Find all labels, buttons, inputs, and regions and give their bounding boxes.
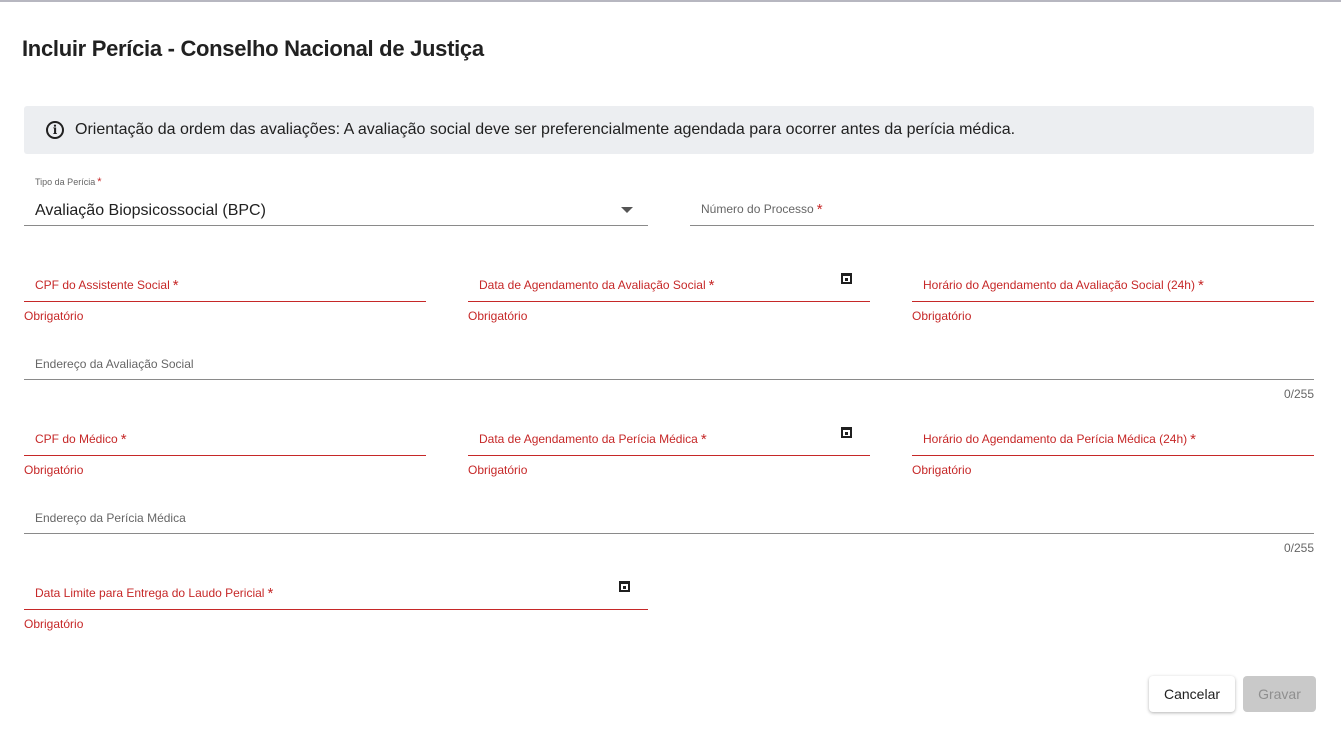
data-pericia-medica-field[interactable]: Data de Agendamento da Perícia Médica * [468,426,870,456]
dialog-title: Incluir Perícia - Conselho Nacional de Justiça [22,36,484,61]
info-banner [24,106,1314,154]
cancel-button[interactable]: Cancelar [1149,676,1235,712]
horario-pericia-medica-label: Horário do Agendamento da Perícia Médica (24h) [923,432,1188,446]
data-limite-laudo-label: Data Limite para Entrega do Laudo Pericial [35,586,265,600]
info-icon: i [46,121,64,139]
numero-processo-field[interactable]: Número do Processo * [690,196,1314,226]
top-border [0,0,1341,2]
cpf-assistente-label: CPF do Assistente Social [35,278,170,292]
cpf-assistente-error: Obrigatório [24,309,84,323]
cpf-assistente-field[interactable]: CPF do Assistente Social * [24,272,426,302]
endereco-avaliacao-social-field[interactable] [24,350,1314,380]
horario-pericia-medica-field[interactable]: Horário do Agendamento da Perícia Médica (24h) * [912,426,1314,456]
horario-avaliacao-social-field[interactable]: Horário do Agendamento da Avaliação Social (24h) * [912,272,1314,302]
horario-avaliacao-social-error: Obrigatório [912,309,972,323]
tipo-pericia-value: Avaliação Biopsicossocial (BPC) [35,202,266,219]
data-avaliacao-social-error: Obrigatório [468,309,528,323]
horario-avaliacao-social-label: Horário do Agendamento da Avaliação Social (24h) [923,278,1195,292]
cpf-medico-field[interactable]: CPF do Médico * [24,426,426,456]
calendar-icon[interactable] [841,427,852,438]
endereco-avaliacao-social-counter: 0/255 [1283,387,1314,401]
tipo-pericia-label: Tipo da Perícia * [35,176,102,188]
endereco-pericia-medica-counter: 0/255 [1283,541,1314,555]
data-limite-laudo-field[interactable]: Data Limite para Entrega do Laudo Pericial * [24,580,648,610]
cpf-medico-error: Obrigatório [24,463,84,477]
endereco-pericia-medica-field[interactable] [24,504,1314,534]
data-pericia-medica-label: Data de Agendamento da Perícia Médica [479,432,698,446]
horario-pericia-medica-error: Obrigatório [912,463,972,477]
tipo-pericia-select[interactable] [24,196,648,226]
cpf-medico-label: CPF do Médico [35,432,118,446]
numero-processo-label: Número do Processo [701,202,814,216]
data-pericia-medica-error: Obrigatório [468,463,528,477]
dropdown-arrow-icon [621,207,633,213]
info-banner-text: Orientação da ordem das avaliações: A avaliação social deve ser preferencialmente agendada para ocorrer antes da perícia médica. [75,121,1016,138]
data-limite-laudo-error: Obrigatório [24,617,84,631]
data-avaliacao-social-field[interactable]: Data de Agendamento da Avaliação Social * [468,272,870,302]
endereco-pericia-medica-label: Endereço da Perícia Médica [35,511,186,525]
calendar-icon[interactable] [841,273,852,284]
endereco-avaliacao-social-label: Endereço da Avaliação Social [35,357,194,371]
save-button[interactable]: Gravar [1243,676,1316,712]
calendar-icon[interactable] [619,581,630,592]
data-avaliacao-social-label: Data de Agendamento da Avaliação Social [479,278,706,292]
